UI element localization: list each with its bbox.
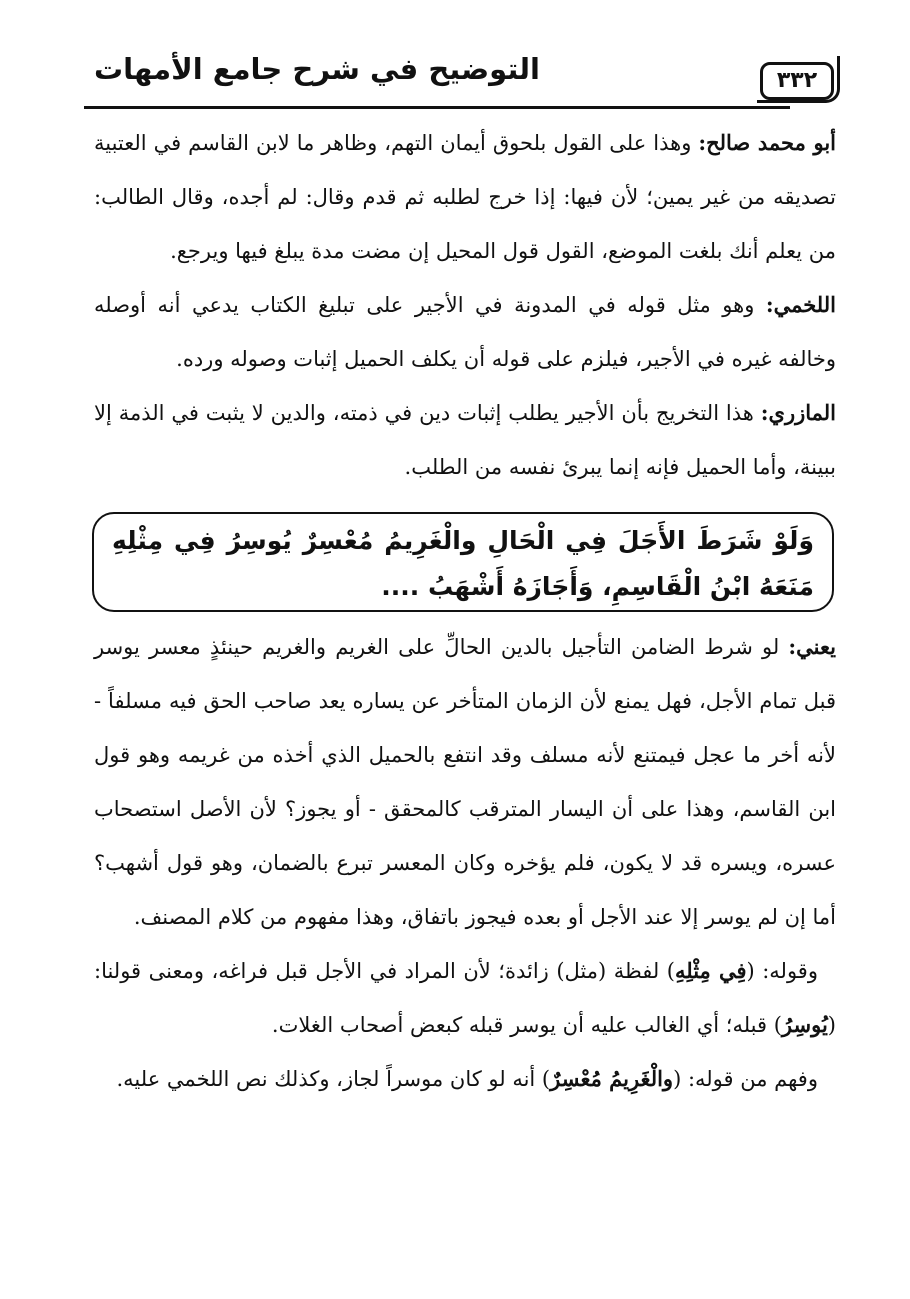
running-title: التوضيح في شرح جامع الأمهات: [94, 52, 541, 86]
upper-text-block: [94, 116, 836, 494]
speaker-name: المازري:: [760, 400, 836, 425]
paragraph-wa-fuhima: [94, 1052, 836, 1106]
page-header: [84, 48, 840, 108]
speaker-name: يعني:: [788, 634, 836, 659]
paragraph-text: هذا التخريج بأن الأجير يطلب إثبات دين في ذمته، والدين لا يثبت في الذمة إلا ببينة، وأما الحميل فإنه إنما يبرئ نفسه من الطلب.: [94, 401, 836, 479]
paragraph-lakhmi: [94, 278, 836, 386]
commentary-block: [94, 620, 836, 1106]
paragraph-text: وهذا على القول بلحوق أيمان التهم، وظاهر ما لابن القاسم في العتبية تصديقه من غير يمين؛ لأن فيها: إذا خرج لطلبه ثم قدم وقال: لم أجده، وقال الطالب: من يعلم أنك بلغت الموضع، القول قول المحيل إن مضت مدة يبلغ فيها ويرجع.: [94, 131, 836, 263]
header-rule: [84, 106, 790, 109]
quoted-term: يُوسِرُ: [781, 1012, 828, 1037]
text-segment: وفهم من قوله: (: [673, 1067, 818, 1091]
paragraph-commentary: [94, 620, 836, 944]
quoted-term: فِي مِثْلِهِ: [674, 958, 747, 983]
paragraph-text: وهو مثل قوله في المدونة في الأجير على تبليغ الكتاب يدعي أنه أوصله وخالفه غيره في الأجير، فيلزم على قوله أن يكلف الحميل إثبات وصوله ورده.: [94, 293, 836, 371]
text-segment: ) قبله؛ أي الغالب عليه أن يوسر قبله كبعض أصحاب الغلات.: [271, 1013, 782, 1037]
text-segment: ) أنه لو كان موسراً لجاز، وكذلك نص اللخمي عليه.: [116, 1067, 551, 1091]
quoted-term: والْغَرِيمُ مُعْسِرٌ: [550, 1066, 674, 1091]
text-segment: ) لفظة (مثل) زائدة؛ لأن المراد في الأجل قبل فراغه، ومعنى قولنا: (: [94, 959, 836, 1037]
paragraph-abu-muhammad: [94, 116, 836, 278]
text-segment: وقوله: (: [746, 959, 818, 983]
page-number: ٣٣٢: [760, 62, 834, 100]
paragraph-text: لو شرط الضامن التأجيل بالدين الحالِّ على الغريم والغريم حينئذٍ معسر يوسر قبل تمام الأجل، فهل يمنع لأن الزمان المتأخر عن يساره يعد صاحب الحق فيه مسلفاً - لأنه أخر ما عجل فيمتنع لأنه مسلف وقد انتفع بالحميل الذي أخذه من غريمه وهو قول ابن القاسم، وهذا على أن اليسار المترقب كالمحقق - أو يجوز؟ لأن الأصل استصحاب عسره، ويسره قد لا يكون، فلم يؤخره وكان المعسر تبرع بالضمان، وهو قول أشهب؟ أما إن لم يوسر إلا عند الأجل أو بعده فيجوز باتفاق، وهذا مفهوم من كلام المصنف.: [94, 635, 836, 929]
paragraph-mazari: [94, 386, 836, 494]
speaker-name: اللخمي:: [765, 292, 836, 317]
matn-box: [92, 512, 834, 612]
paragraph-wa-qawluhu: [94, 944, 836, 1052]
matn-text: وَلَوْ شَرَطَ الأَجَلَ فِي الْحَالِ والْغَرِيمُ مُعْسِرٌ يُوسِرُ فِي مِثْلِهِ مَنَعَهُ ابْنُ الْقَاسِمِ، وَأَجَازَهُ أَشْهَبُ ....: [112, 526, 814, 601]
speaker-name: أبو محمد صالح:: [698, 130, 836, 155]
